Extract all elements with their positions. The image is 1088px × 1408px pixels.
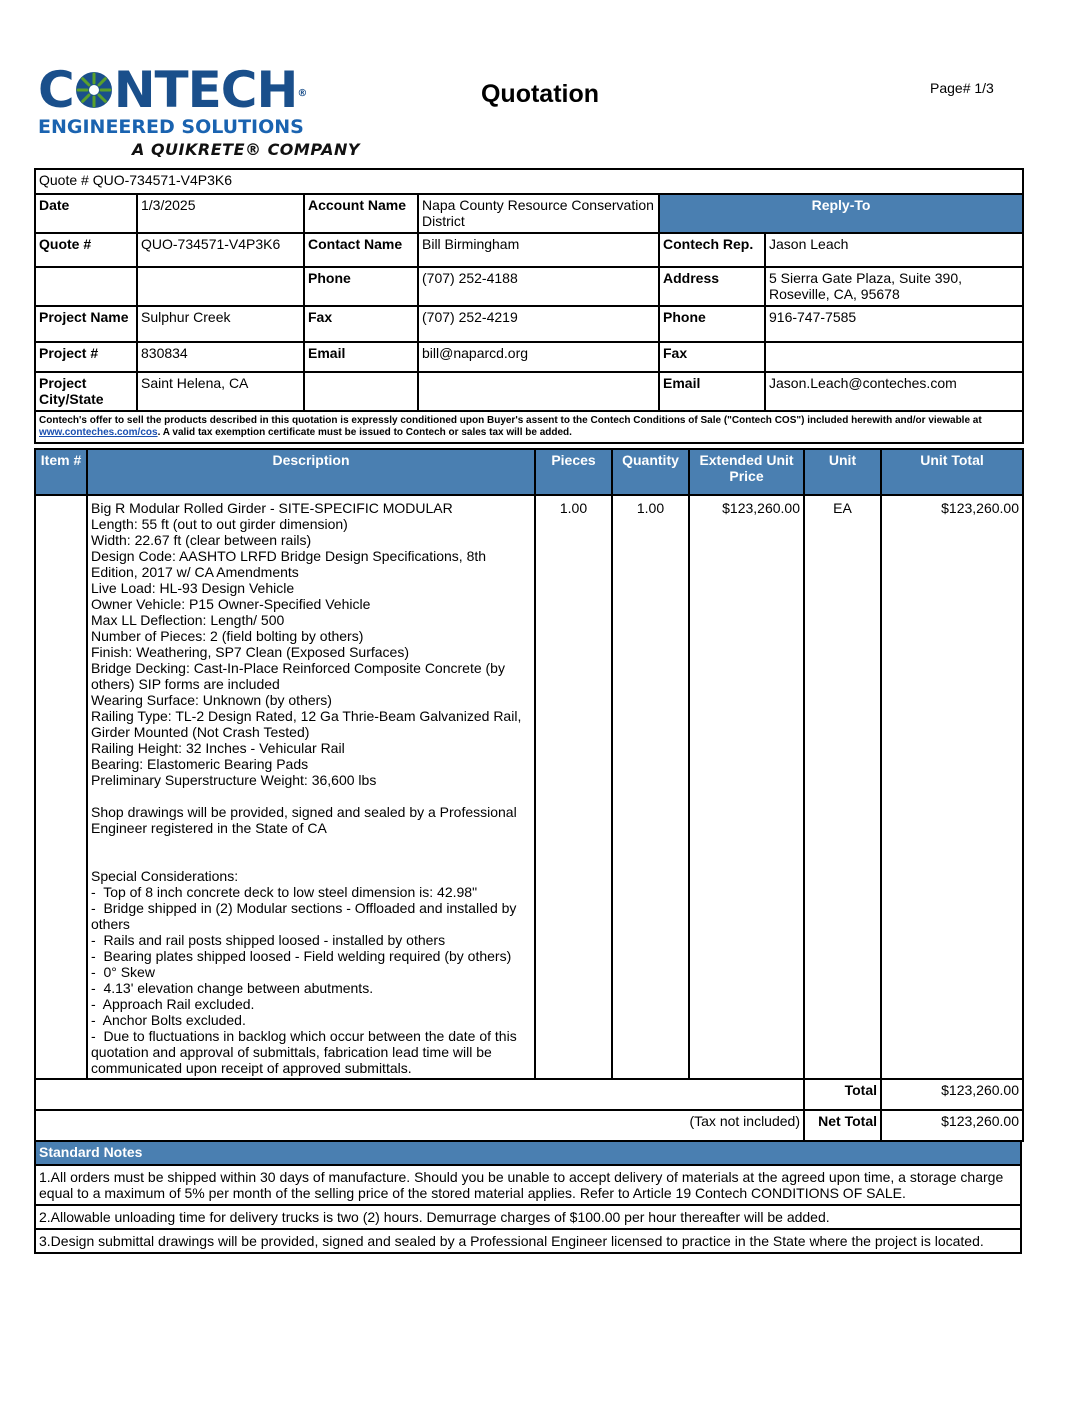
col-description-header: Description bbox=[87, 449, 535, 495]
tax-note: (Tax not included) bbox=[35, 1110, 804, 1141]
project-number-label: Project # bbox=[35, 342, 137, 372]
logo-tagline: ENGINEERED SOLUTIONS bbox=[38, 116, 304, 138]
description-line: quotation and approval of submittals, fabrication lead time will be bbox=[91, 1044, 492, 1060]
project-name-label: Project Name bbox=[35, 306, 137, 342]
item-description bbox=[87, 495, 535, 1079]
logo-letter-c: C bbox=[38, 61, 74, 119]
rep-email-value: Jason.Leach@conteches.com bbox=[765, 372, 1023, 411]
description-line: Live Load: HL-93 Design Vehicle bbox=[91, 580, 295, 596]
empty-cell bbox=[137, 267, 304, 306]
account-name-label: Account Name bbox=[304, 194, 418, 233]
description-line: Max LL Deflection: Length/ 500 bbox=[91, 612, 285, 628]
rep-phone-label: Phone bbox=[659, 306, 765, 342]
conditions-disclaimer bbox=[35, 411, 1023, 443]
quote-info-table bbox=[34, 168, 1024, 444]
logo-wordmark bbox=[38, 61, 307, 119]
quote-value: QUO-734571-V4P3K6 bbox=[137, 233, 304, 267]
description-line: Width: 22.67 ft (clear between rails) bbox=[91, 532, 312, 548]
project-city-label: Project City/State bbox=[35, 372, 137, 411]
net-total-label: Net Total bbox=[804, 1110, 881, 1141]
contech-rep-value: Jason Leach bbox=[765, 233, 1023, 267]
rep-fax-label: Fax bbox=[659, 342, 765, 372]
description-line bbox=[91, 788, 531, 804]
item-quantity: 1.00 bbox=[612, 495, 689, 1079]
description-lines bbox=[91, 500, 531, 1076]
description-line: others) SIP forms are included bbox=[91, 676, 280, 692]
description-line: Engineer registered in the State of CA bbox=[91, 820, 327, 836]
description-line: - Due to fluctuations in backlog which occur between the date of this bbox=[91, 1028, 517, 1044]
phone-value: (707) 252-4188 bbox=[418, 267, 659, 306]
description-line: - Rails and rail posts shipped loosed - installed by others bbox=[91, 932, 446, 948]
description-line: Edition, 2017 w/ CA Amendments bbox=[91, 564, 299, 580]
col-ext-price-header: Extended Unit Price bbox=[689, 449, 804, 495]
rep-fax-value bbox=[765, 342, 1023, 372]
description-line: others bbox=[91, 916, 130, 932]
logo-letters-ntech: NTECH bbox=[113, 61, 298, 119]
total-label: Total bbox=[804, 1079, 881, 1110]
description-line: Railing Height: 32 Inches - Vehicular Rail bbox=[91, 740, 345, 756]
item-unit-total: $123,260.00 bbox=[881, 495, 1023, 1079]
quote-number-header: Quote # QUO-734571-V4P3K6 bbox=[35, 169, 1023, 194]
contact-name-value: Bill Birmingham bbox=[418, 233, 659, 267]
account-name-value: Napa County Resource Conservation District bbox=[418, 194, 659, 233]
address-value: 5 Sierra Gate Plaza, Suite 390, Roseville, CA, 95678 bbox=[765, 267, 1023, 306]
rep-email-label: Email bbox=[659, 372, 765, 411]
note-item: 3.Design submittal drawings will be provided, signed and sealed by a Professional Engineer licensed to practice in the State where the project is located. bbox=[35, 1229, 1021, 1253]
logo-wheel-icon bbox=[74, 70, 114, 110]
address-label: Address bbox=[659, 267, 765, 306]
empty-cell bbox=[35, 267, 137, 306]
net-total-value: $123,260.00 bbox=[881, 1110, 1023, 1141]
email-label: Email bbox=[304, 342, 418, 372]
contact-name-label: Contact Name bbox=[304, 233, 418, 267]
description-line: Railing Type: TL-2 Design Rated, 12 Ga Thrie-Beam Galvanized Rail, bbox=[91, 708, 522, 724]
col-item-header: Item # bbox=[35, 449, 87, 495]
description-line: Length: 55 ft (out to out girder dimension) bbox=[91, 516, 348, 532]
description-line: Bearing: Elastomeric Bearing Pads bbox=[91, 756, 309, 772]
description-line: communicated upon receipt of approved submittals. bbox=[91, 1060, 412, 1076]
project-number-value: 830834 bbox=[137, 342, 304, 372]
empty-cell bbox=[304, 372, 418, 411]
contech-rep-label: Contech Rep. bbox=[659, 233, 765, 267]
quote-label: Quote # bbox=[35, 233, 137, 267]
description-line: - Anchor Bolts excluded. bbox=[91, 1012, 246, 1028]
description-line: Owner Vehicle: P15 Owner-Specified Vehicle bbox=[91, 596, 371, 612]
date-label: Date bbox=[35, 194, 137, 233]
description-line: Bridge Decking: Cast-In-Place Reinforced Composite Concrete (by bbox=[91, 660, 505, 676]
standard-notes-header: Standard Notes bbox=[35, 1141, 1021, 1165]
project-city-value: Saint Helena, CA bbox=[137, 372, 304, 411]
description-line bbox=[91, 836, 531, 852]
logo-registered-mark: ® bbox=[297, 88, 307, 99]
project-name-value: Sulphur Creek bbox=[137, 306, 304, 342]
phone-label: Phone bbox=[304, 267, 418, 306]
description-line: - Approach Rail excluded. bbox=[91, 996, 255, 1012]
description-line: Big R Modular Rolled Girder - SITE-SPECIFIC MODULAR bbox=[91, 500, 453, 516]
description-line: Wearing Surface: Unknown (by others) bbox=[91, 692, 332, 708]
description-line: - Bearing plates shipped loosed - Field welding required (by others) bbox=[91, 948, 512, 964]
table-row bbox=[35, 495, 1023, 1079]
description-line: - Top of 8 inch concrete deck to low steel dimension is: 42.98" bbox=[91, 884, 478, 900]
description-line bbox=[91, 852, 531, 868]
line-items-table bbox=[34, 448, 1024, 1142]
item-number bbox=[35, 495, 87, 1079]
email-value: bill@naparcd.org bbox=[418, 342, 659, 372]
item-unit: EA bbox=[804, 495, 881, 1079]
note-item: 2.Allowable unloading time for delivery trucks is two (2) hours. Demurrage charges of $100.00 per hour thereafter will be added. bbox=[35, 1205, 1021, 1229]
page-number: Page# 1/3 bbox=[930, 80, 994, 96]
col-pieces-header: Pieces bbox=[535, 449, 612, 495]
description-line: Number of Pieces: 2 (field bolting by others) bbox=[91, 628, 364, 644]
description-line: Preliminary Superstructure Weight: 36,600 lbs bbox=[91, 772, 377, 788]
date-value: 1/3/2025 bbox=[137, 194, 304, 233]
document-title: Quotation bbox=[480, 80, 600, 108]
description-line: - Bridge shipped in (2) Modular sections - Offloaded and installed by bbox=[91, 900, 517, 916]
col-unit-header: Unit bbox=[804, 449, 881, 495]
fax-label: Fax bbox=[304, 306, 418, 342]
disclaimer-text: Contech's offer to sell the products described in this quotation is expressly conditioned upon Buyer's assent to the Contech Conditions of Sale ("Contech COS") included herewith and/or viewable at bbox=[39, 415, 982, 426]
disclaimer-text-tail: . A valid tax exemption certificate must be issued to Contech or sales tax will be added. bbox=[157, 427, 572, 438]
description-line: Special Considerations: bbox=[91, 868, 239, 884]
description-line: - 4.13' elevation change between abutments. bbox=[91, 980, 374, 996]
item-pieces: 1.00 bbox=[535, 495, 612, 1079]
item-ext-price: $123,260.00 bbox=[689, 495, 804, 1079]
empty-cell bbox=[418, 372, 659, 411]
col-quantity-header: Quantity bbox=[612, 449, 689, 495]
note-item: 1.All orders must be shipped within 30 days of manufacture. Should you be unable to accept delivery of materials at the agreed upon time, a storage charge equal to a maximum of 5% per month of the selling price of the stored material applies. Refer to Article 19 Contech CONDITIONS OF SALE. bbox=[35, 1165, 1021, 1205]
standard-notes-table bbox=[34, 1140, 1022, 1254]
logo-parent-company: A QUIKRETE® COMPANY bbox=[132, 140, 360, 159]
description-line: - 0° Skew bbox=[91, 964, 155, 980]
description-line: Design Code: AASHTO LRFD Bridge Design Specifications, 8th bbox=[91, 548, 487, 564]
reply-to-header: Reply-To bbox=[659, 194, 1023, 233]
contech-logo bbox=[36, 61, 376, 164]
fax-value: (707) 252-4219 bbox=[418, 306, 659, 342]
total-value: $123,260.00 bbox=[881, 1079, 1023, 1110]
rep-phone-value: 916-747-7585 bbox=[765, 306, 1023, 342]
total-spacer bbox=[35, 1079, 804, 1110]
col-unit-total-header: Unit Total bbox=[881, 449, 1023, 495]
description-line: Shop drawings will be provided, signed and sealed by a Professional bbox=[91, 804, 517, 820]
description-line: Finish: Weathering, SP7 Clean (Exposed Surfaces) bbox=[91, 644, 410, 660]
description-line: Girder Mounted (Not Crash Tested) bbox=[91, 724, 310, 740]
conditions-link[interactable]: www.conteches.com/cos bbox=[39, 427, 158, 438]
